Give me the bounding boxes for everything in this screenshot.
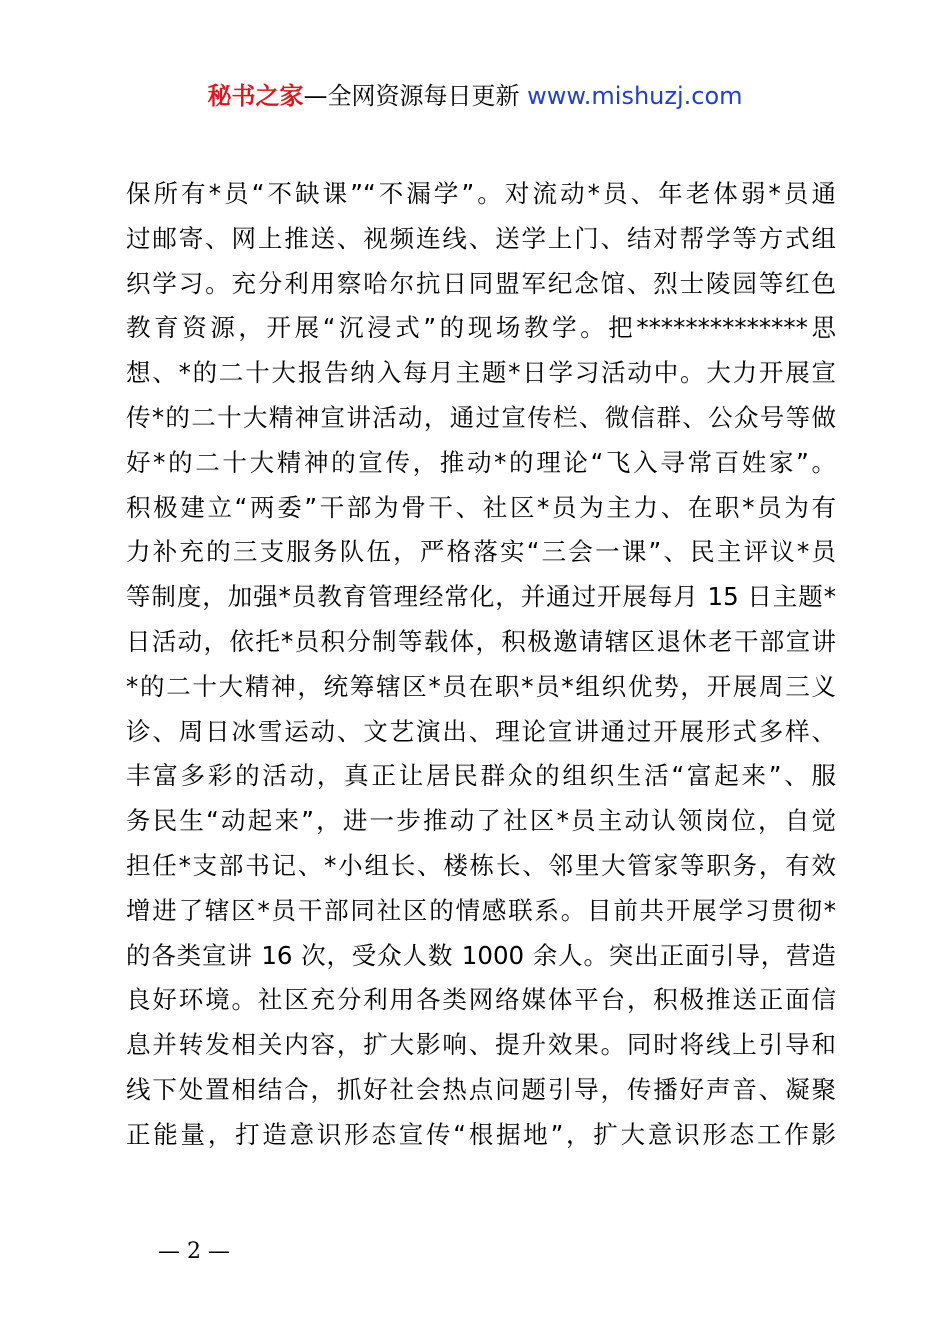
text-line: 良好环境。社区充分利用各类网络媒体平台，积极推送正面信: [126, 985, 836, 1015]
text-line: 保所有*员“不缺课”“不漏学”。对流动*员、年老体弱*员通: [126, 179, 836, 208]
text-line: 过邮寄、网上推送、视频连线、送学上门、结对帮学等方式组: [126, 223, 836, 253]
site-header: [0, 80, 950, 112]
text-line: 的各类宣讲 16 次，受众人数 1000 余人。突出正面引导，营造: [126, 940, 836, 970]
text-line: 担任*支部书记、*小组长、楼栋长、邻里大管家等职务，有效: [126, 850, 836, 880]
text-line: 传*的二十大精神宣讲活动，通过宣传栏、微信群、公众号等做: [126, 402, 836, 432]
text-line: 增进了辖区*员干部同社区的情感联系。目前共开展学习贯彻*: [126, 895, 836, 925]
text-line: 好*的二十大精神的宣传，推动*的理论“飞入寻常百姓家”。: [126, 447, 836, 477]
text-line: 教育资源，开展“沉浸式”的现场教学。把**************思: [126, 313, 836, 343]
text-line: 诊、周日冰雪运动、文艺演出、理论宣讲通过开展形式多样、: [126, 716, 836, 746]
text-line: 正能量，打造意识形态宣传“根据地”，扩大意识形态工作影: [126, 1119, 836, 1149]
text-line: 务民生“动起来”，进一步推动了社区*员主动认领岗位，自觉: [126, 806, 836, 836]
text-line: 线下处置相结合，抓好社会热点问题引导，传播好声音、凝聚: [126, 1074, 836, 1104]
text-line: 息并转发相关内容，扩大影响、提升效果。同时将线上引导和: [126, 1030, 836, 1060]
brand-name: 秘书之家: [207, 82, 304, 110]
text-line: *的二十大精神，统筹辖区*员在职*员*组织优势，开展周三义: [126, 671, 836, 701]
text-line: 想、*的二十大报告纳入每月主题*日学习活动中。大力开展宣: [126, 358, 836, 388]
text-line: 力补充的三支服务队伍，严格落实“三会一课”、民主评议*员: [126, 537, 836, 567]
text-line: 积极建立“两委”干部为骨干、社区*员为主力、在职*员为有: [126, 492, 836, 522]
text-line: 丰富多彩的活动，真正让居民群众的组织生活“富起来”、服: [126, 761, 836, 791]
text-line: 日活动，依托*员积分制等载体，积极邀请辖区退休老干部宣讲: [126, 626, 836, 656]
document-body: [126, 172, 836, 1158]
page-number: — 2 —: [158, 1239, 230, 1264]
header-tagline: —全网资源每日更新: [303, 82, 528, 110]
text-line: 织学习。充分利用察哈尔抗日同盟军纪念馆、烈士陵园等红色: [126, 268, 836, 298]
site-url: www.mishuzj.com: [527, 82, 743, 110]
text-line: 等制度，加强*员教育管理经常化，并通过开展每月 15 日主题*: [126, 582, 836, 612]
